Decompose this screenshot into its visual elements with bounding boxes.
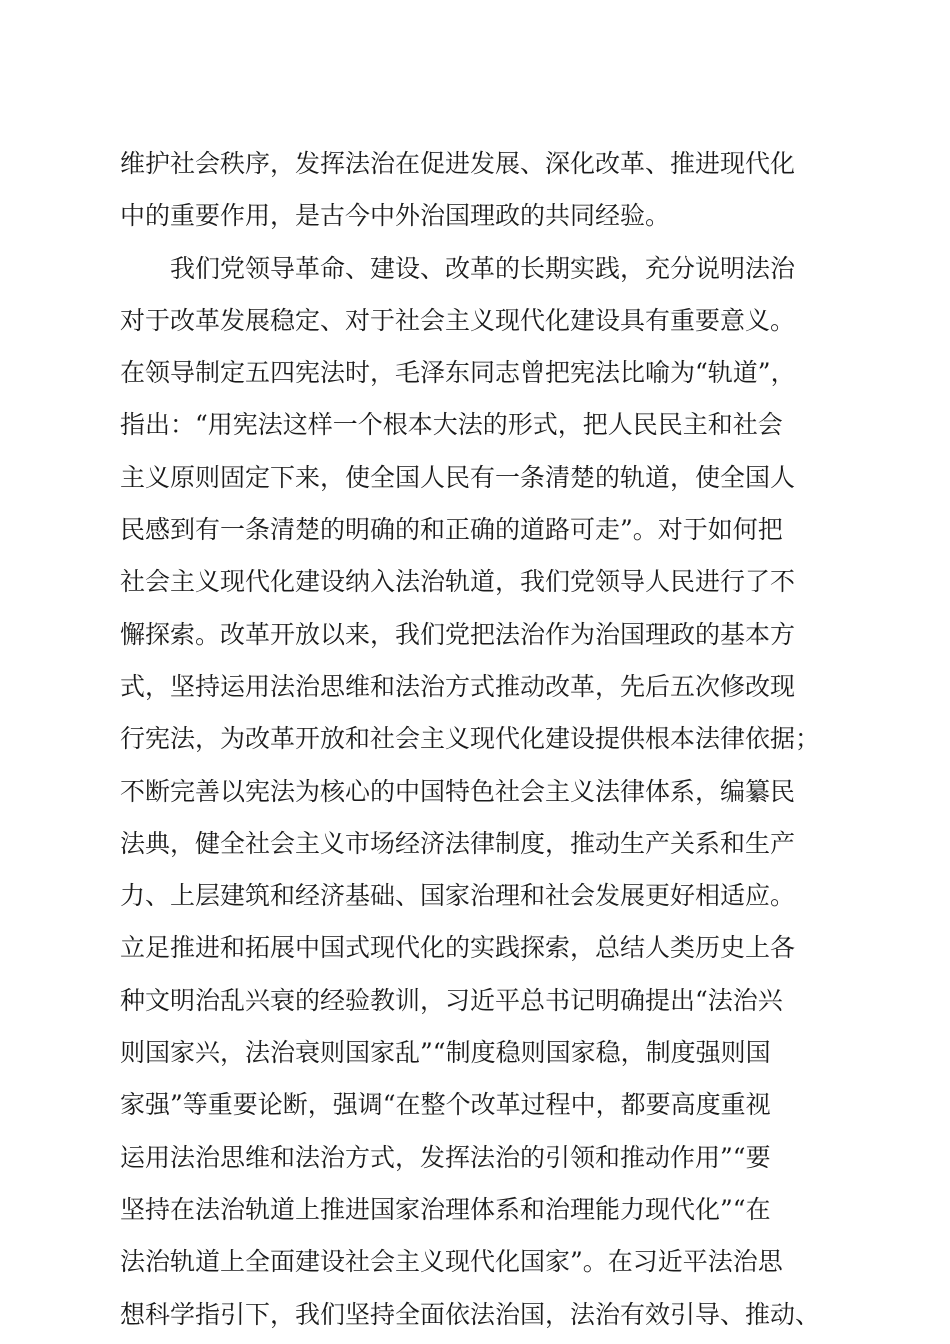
text-line: 则国家兴，法治衰则国家乱”“制度稳则国家稳，制度强则国 — [120, 1038, 771, 1068]
text-line: 社会主义现代化建设纳入法治轨道，我们党领导人民进行了不 — [120, 567, 796, 597]
text-line: 在领导制定五四宪法时，毛泽东同志曾把宪法比喻为“轨道”， — [120, 358, 796, 388]
text-line: 式，坚持运用法治思维和法治方式推动改革，先后五次修改现 — [120, 671, 796, 701]
text-line: 中的重要作用，是古今中外治国理政的共同经验。 — [120, 201, 671, 231]
text-line: 法治轨道上全面建设社会主义现代化国家”。在习近平法治思 — [120, 1247, 783, 1277]
text-line: 运用法治思维和法治方式，发挥法治的引领和推动作用”“要 — [120, 1142, 771, 1172]
text-line: 立足推进和拓展中国式现代化的实践探索，总结人类历史上各 — [120, 933, 796, 963]
text-line: 民感到有一条清楚的明确的和正确的道路可走”。对于如何把 — [120, 515, 783, 545]
text-line: 不断完善以宪法为核心的中国特色社会主义法律体系，编纂民 — [120, 776, 796, 806]
text-line: 家强”等重要论断，强调“在整个改革过程中，都要高度重视 — [120, 1090, 771, 1120]
text-line: 维护社会秩序，发挥法治在促进发展、深化改革、推进现代化 — [120, 149, 796, 178]
text-line: 懈探索。改革开放以来，我们党把法治作为治国理政的基本方 — [120, 619, 796, 649]
text-line: 种文明治乱兴衰的经验教训，习近平总书记明确提出“法治兴 — [120, 985, 783, 1015]
body-text — [120, 138, 840, 1341]
text-line: 指出：“用宪法这样一个根本大法的形式，把人民民主和社会 — [120, 410, 783, 440]
text-line: 力、上层建筑和经济基础、国家治理和社会发展更好相适应。 — [120, 881, 796, 911]
text-line: 法典，健全社会主义市场经济法律制度，推动生产关系和生产 — [120, 828, 796, 858]
text-line: 对于改革发展稳定、对于社会主义现代化建设具有重要意义。 — [120, 305, 796, 335]
text-line: 主义原则固定下来，使全国人民有一条清楚的轨道，使全国人 — [120, 462, 796, 492]
text-line: 坚持在法治轨道上推进国家治理体系和治理能力现代化”“在 — [120, 1194, 771, 1224]
text-line: 我们党领导革命、建设、改革的长期实践，充分说明法治 — [120, 253, 796, 283]
text-line: 想科学指引下，我们坚持全面依法治国，法治有效引导、推动、 — [120, 1299, 821, 1329]
text-line: 行宪法，为改革开放和社会主义现代化建设提供根本法律依据； — [120, 724, 821, 754]
